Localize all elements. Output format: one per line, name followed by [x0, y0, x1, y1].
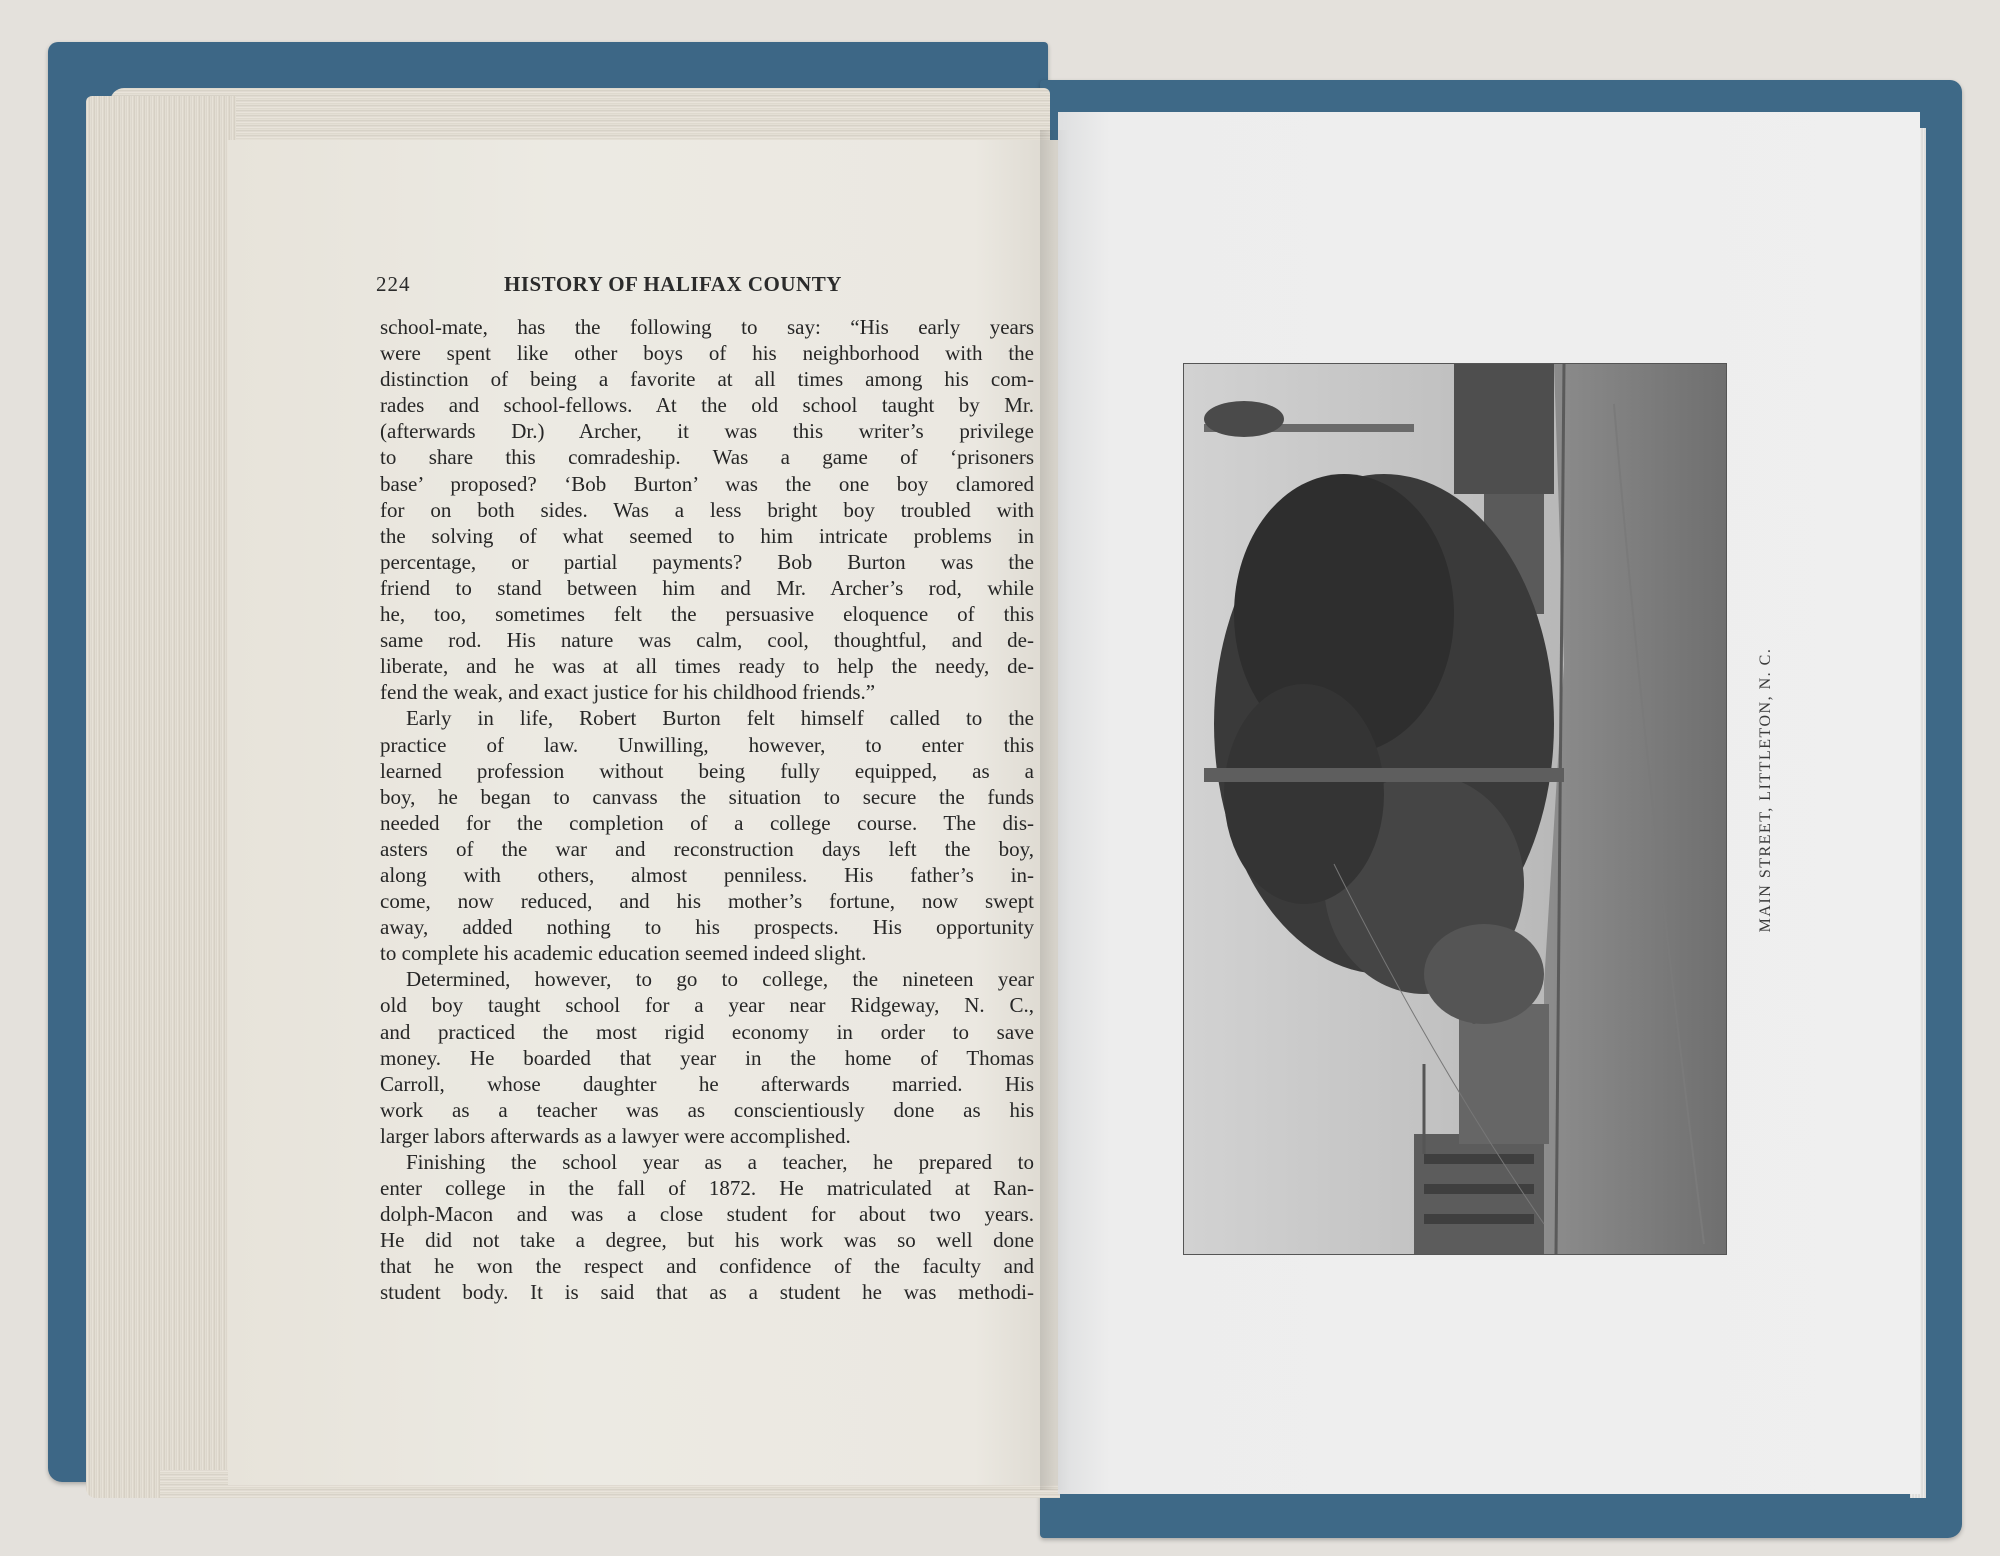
- page-block-top-edge: [110, 88, 1050, 144]
- page-number: 224: [376, 272, 411, 296]
- text-line: same rod. His nature was calm, cool, thoughtful, and de-: [380, 628, 1034, 653]
- text-line: to share this comradeship. Was a game of ‘prisoners: [380, 445, 1034, 470]
- text-line: Early in life, Robert Burton felt himself called to the: [406, 706, 1034, 731]
- text-line: dolph-Macon and was a close student for about two years.: [380, 1202, 1034, 1227]
- text-line: base’ proposed? ‘Bob Burton’ was the one boy clamored: [380, 471, 1034, 496]
- photo-caption-text: MAIN STREET, LITTLETON, N. C.: [1757, 647, 1774, 933]
- text-line: rades and school-fellows. At the old school taught by Mr.: [380, 393, 1034, 418]
- text-line: school-mate, has the following to say: “His early years: [380, 315, 1034, 339]
- text-line: percentage, or partial payments? Bob Burton was the: [380, 549, 1034, 574]
- text-line: he, too, sometimes felt the persuasive eloquence of this: [380, 602, 1034, 627]
- running-head: [376, 272, 1036, 302]
- text-line: to complete his academic education seemed indeed slight.: [380, 941, 867, 966]
- text-line: the solving of what seemed to him intricate problems in: [380, 523, 1034, 548]
- text-line: along with others, almost penniless. His father’s in-: [380, 862, 1034, 887]
- text-line: Determined, however, to go to college, the nineteen year: [406, 967, 1034, 992]
- book-gutter: [1040, 130, 1070, 1490]
- text-line: away, added nothing to his prospects. His opportunity: [380, 915, 1034, 940]
- text-line: learned profession without being fully equipped, as a: [380, 758, 1034, 783]
- text-line: Carroll, whose daughter he afterwards married. His: [380, 1071, 1034, 1096]
- text-line: and practiced the most rigid economy in order to save: [380, 1019, 1034, 1044]
- text-line: money. He boarded that year in the home of Thomas: [380, 1045, 1034, 1070]
- text-line: fend the weak, and exact justice for his childhood friends.”: [380, 680, 876, 705]
- text-line: practice of law. Unwilling, however, to enter this: [380, 732, 1034, 757]
- text-line: needed for the completion of a college course. The dis-: [380, 810, 1034, 835]
- text-line: come, now reduced, and his mother’s fortune, now swept: [380, 889, 1034, 914]
- text-line: friend to stand between him and Mr. Archer’s rod, while: [380, 575, 1034, 600]
- body-text: [380, 314, 1034, 1306]
- text-line: larger labors afterwards as a lawyer were accomplished.: [380, 1123, 851, 1148]
- text-line: for on both sides. Was a less bright boy troubled with: [380, 497, 1034, 522]
- text-line: student body. It is said that as a student he was methodi-: [380, 1280, 1034, 1305]
- text-line: boy, he began to canvass the situation to secure the funds: [380, 784, 1034, 809]
- text-line: asters of the war and reconstruction days left the boy,: [380, 836, 1034, 861]
- photo-caption: [1757, 647, 1786, 933]
- text-line: liberate, and he was at all times ready to help the needy, de-: [380, 654, 1034, 679]
- text-line: He did not take a degree, but his work was so well done: [380, 1228, 1034, 1253]
- text-line: work as a teacher was as conscientiously done as his: [380, 1097, 1034, 1122]
- text-line: distinction of being a favorite at all times among his com-: [380, 367, 1034, 392]
- text-line: enter college in the fall of 1872. He matriculated at Ran-: [380, 1176, 1034, 1201]
- text-line: old boy taught school for a year near Ridgeway, N. C.,: [380, 993, 1034, 1018]
- page-block-side-edge: [86, 96, 236, 1498]
- photo-drawing: [1184, 364, 1726, 1254]
- text-line: (afterwards Dr.) Archer, it was this writer’s privilege: [380, 419, 1034, 444]
- text-line: that he won the respect and confidence of the faculty and: [380, 1254, 1034, 1279]
- street-scene-photo: [1183, 363, 1727, 1255]
- text-line: Finishing the school year as a teacher, he prepared to: [406, 1150, 1034, 1174]
- running-title: HISTORY OF HALIFAX COUNTY: [504, 272, 842, 296]
- text-line: were spent like other boys of his neighborhood with the: [380, 341, 1034, 366]
